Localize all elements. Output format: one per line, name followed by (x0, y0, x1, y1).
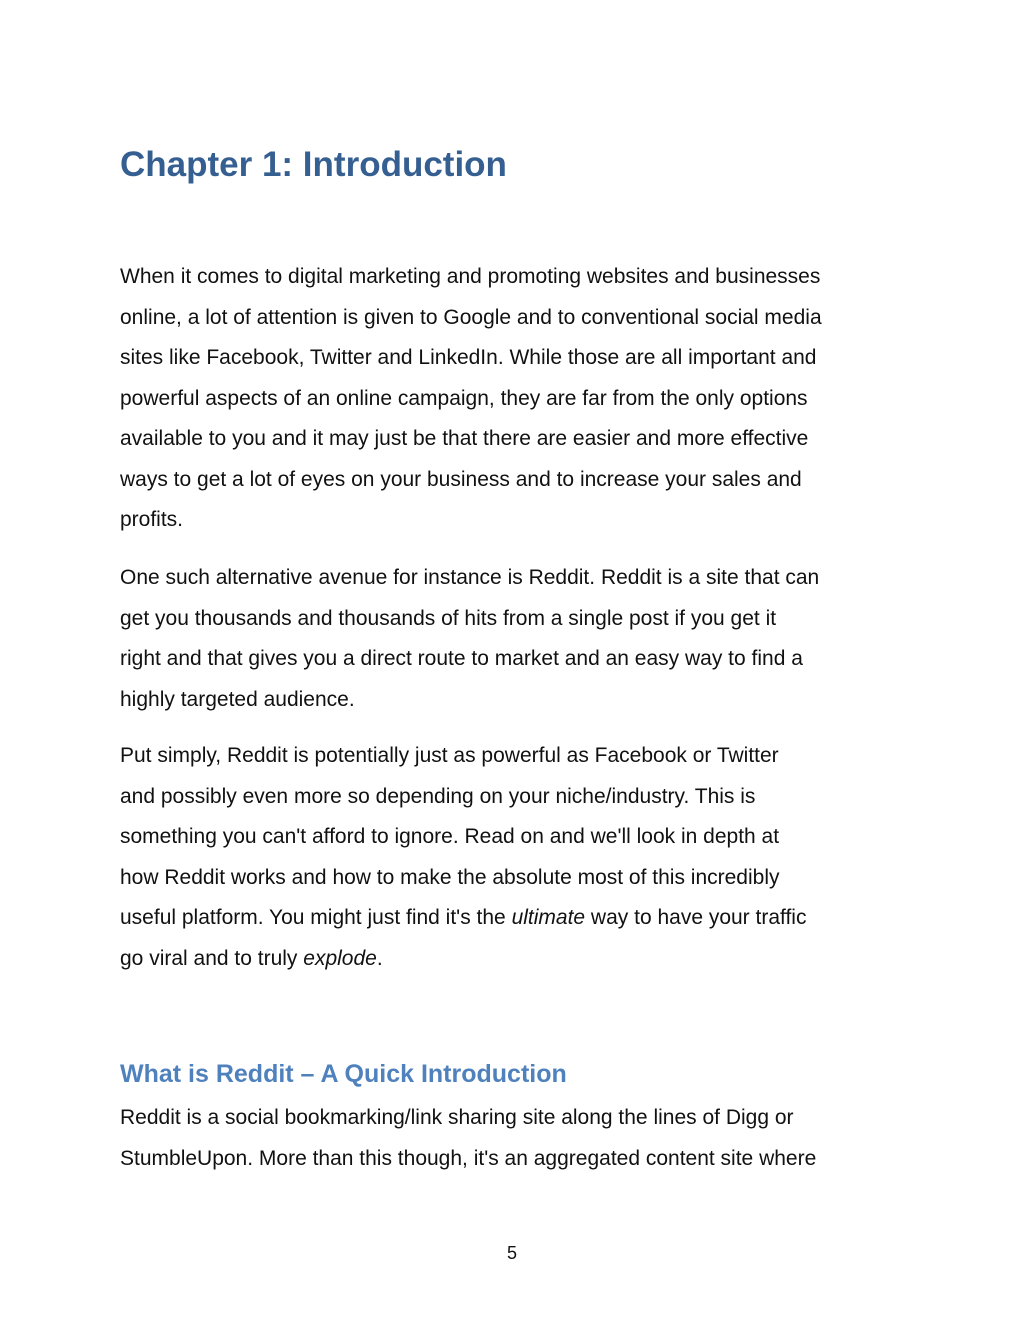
paragraph-line: how Reddit works and how to make the absolute most of this incredibly (120, 865, 780, 889)
paragraph-line: Reddit is a social bookmarking/link sharing site along the lines of Digg or (120, 1106, 794, 1129)
paragraph-line: sites like Facebook, Twitter and LinkedIn. While those are all important and (120, 346, 817, 369)
paragraph-put-simply (120, 736, 920, 979)
paragraph-line: and possibly even more so depending on your niche/industry. This is (120, 784, 756, 808)
paragraph-line: StumbleUpon. More than this though, it's an aggregated content site where (120, 1146, 817, 1170)
section-heading: What is Reddit – A Quick Introduction (120, 1060, 567, 1088)
text-run: way to have your traffic (585, 906, 807, 929)
emphasis-text: explode (303, 946, 377, 970)
text-run: useful platform. You might just find it's the (120, 906, 512, 929)
paragraph-line: One such alternative avenue for instance is Reddit. Reddit is a site that can (120, 566, 820, 589)
paragraph-line: highly targeted audience. (120, 687, 355, 711)
paragraph-line: profits. (120, 508, 184, 531)
paragraph-line: online, a lot of attention is given to Google and to conventional social media (120, 305, 822, 329)
paragraph-line (120, 898, 920, 939)
paragraph-what-is-reddit (120, 1098, 920, 1179)
paragraph-line: Put simply, Reddit is potentially just as powerful as Facebook or Twitter (120, 744, 779, 767)
paragraph-line: ways to get a lot of eyes on your business and to increase your sales and (120, 467, 802, 491)
text-run: . (376, 946, 383, 970)
paragraph-reddit-alternative (120, 558, 920, 720)
paragraph-line: available to you and it may just be that there are easier and more effective (120, 427, 809, 450)
emphasis-text: ultimate (511, 906, 586, 929)
page-number: 5 (506, 1243, 517, 1263)
chapter-title: Chapter 1: Introduction (120, 145, 507, 184)
paragraph-line: get you thousands and thousands of hits from a single post if you get it (120, 606, 777, 630)
paragraph-intro (120, 257, 920, 541)
paragraph-line: When it comes to digital marketing and promoting websites and businesses (120, 265, 821, 288)
paragraph-line (120, 939, 920, 980)
paragraph-line: powerful aspects of an online campaign, they are far from the only options (120, 386, 808, 410)
text-run: go viral and to truly (120, 946, 304, 970)
paragraph-line: something you can't afford to ignore. Read on and we'll look in depth at (120, 825, 780, 848)
paragraph-line: right and that gives you a direct route to market and an easy way to find a (120, 647, 803, 670)
